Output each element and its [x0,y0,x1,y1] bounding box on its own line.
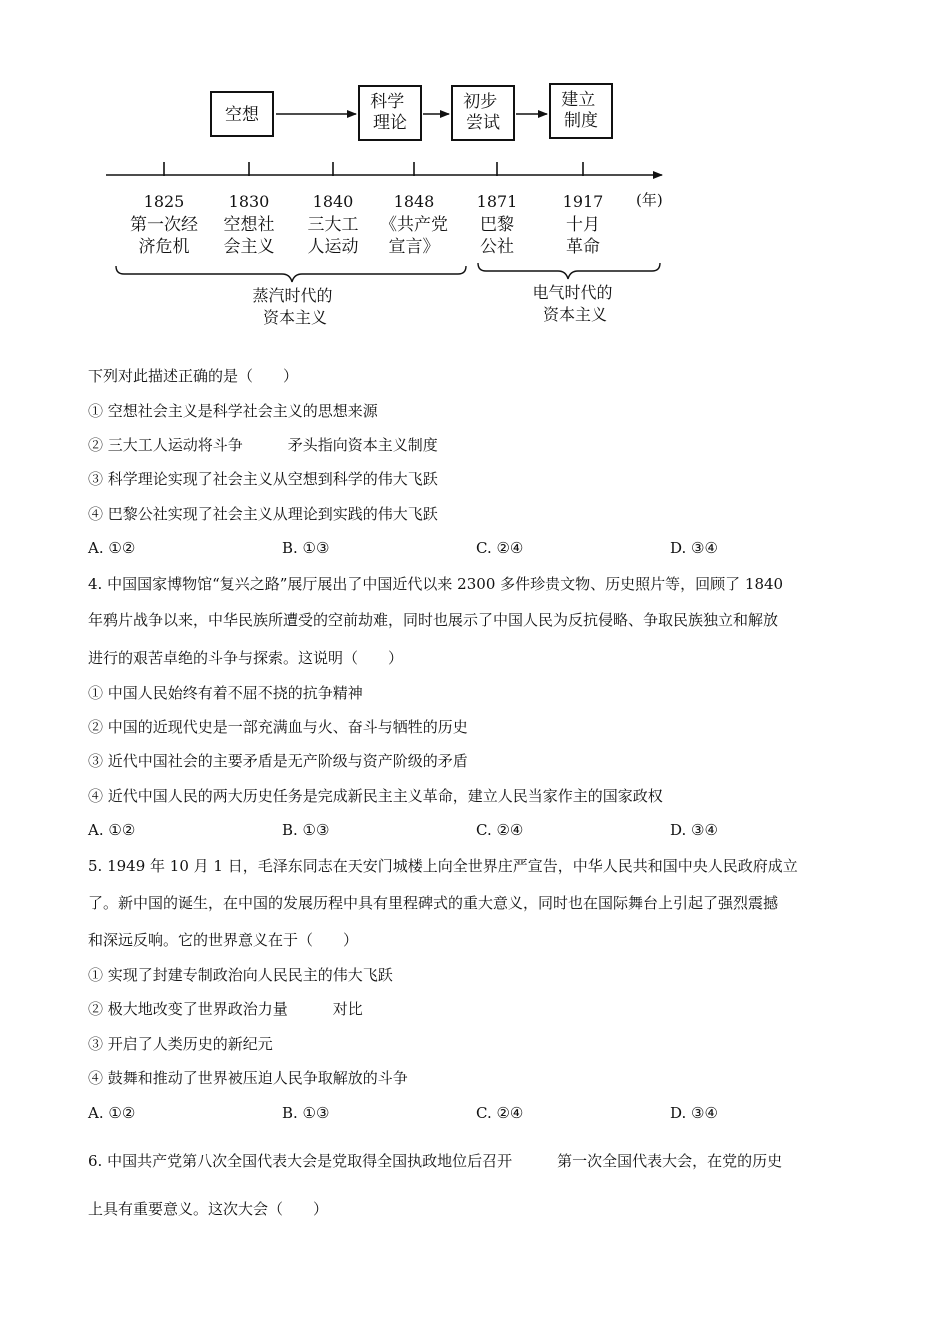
period-label-steam [252,286,337,327]
q4-item-4: ④ 近代中国人民的两大历史任务是完成新民主主义革命，建立人民当家作主的国家政权 [88,787,663,805]
timeline-event-label [308,215,359,257]
q3-item-1: ① 空想社会主义是科学社会主义的思想来源 [88,402,378,420]
event-label-line: 巴黎 [480,215,514,235]
stage-line-2: 尝试 [466,113,500,133]
q3-stem: 下列对此描述正确的是（ ） [88,367,299,385]
q4-item-2: ② 中国的近现代史是一部充满血与火、奋斗与牺牲的历史 [88,718,468,736]
q5-item-4: ④ 鼓舞和推动了世界被压迫人民争取解放的斗争 [88,1069,408,1087]
option-c[interactable]: C. ②④ [476,821,524,839]
q3-item-3: ③ 科学理论实现了社会主义从空想到科学的伟大飞跃 [88,470,438,488]
option-c[interactable]: C. ②④ [476,1104,524,1122]
stage-box-science [359,86,421,140]
q5-stem-line-1: 5. 1949 年 10 月 1 日，毛泽东同志在天安门城楼上向全世界庄严宣告，中华人民共和国中央人民政府成立 [88,857,798,875]
timeline-diagram [0,0,950,340]
event-label-line: 济危机 [138,237,190,257]
option-b[interactable]: B. ①③ [282,539,330,557]
brace-electric-age [478,263,660,279]
option-b[interactable]: B. ①③ [282,1104,330,1122]
timeline-year: 1840 [312,192,354,211]
stage-label [225,105,260,125]
q5-stem-line-3: 和深远反响。它的世界意义在于（ ） [88,931,359,949]
q4-stem-line-1: 4. 中国国家博物馆“复兴之路”展厅展出了中国近代以来 2300 多件珍贵文物、历史照片等，回顾了 1840 [88,575,784,593]
option-d[interactable]: D. ③④ [670,821,718,839]
timeline-year: 1848 [393,192,435,211]
event-label-line: 第一次经 [130,215,198,235]
option-d[interactable]: D. ③④ [670,539,718,557]
option-a[interactable]: A. ①② [88,821,136,839]
timeline-year: 1871 [476,192,518,211]
timeline-event-label [380,215,448,257]
timeline-year: 1825 [143,192,185,211]
stage-line: 空想 [225,105,259,125]
q5-item-3: ③ 开启了人类历史的新纪元 [88,1035,273,1053]
timeline-event-label [130,215,198,257]
q4-stem-line-2: 年鸦片战争以来，中华民族所遭受的空前劫难，同时也展示了中国人民为反抗侵略、争取民族独立和解放 [88,611,779,629]
period-line-2: 资本主义 [542,305,608,324]
stage-line-1: 建立 [561,90,596,110]
stage-box-system [550,84,612,138]
stage-label [463,92,502,133]
q5-item-1: ① 实现了封建专制政治向人民民主的伟大飞跃 [88,966,393,984]
period-line-1: 蒸汽时代的 [252,286,333,305]
timeline-event-label [566,215,600,257]
timeline-event-label [480,215,514,257]
event-label-line: 《共产党 [380,215,448,235]
q6-stem-line-1: 6. 中国共产党第八次全国代表大会是党取得全国执政地位后召开 第一次全国代表大会，在党的历史 [88,1152,783,1170]
timeline-ticks [130,162,603,257]
q3-item-2: ② 三大工人运动将斗争 矛头指向资本主义制度 [88,436,438,454]
event-label-line: 三大工 [307,215,359,235]
q5-item-2: ② 极大地改变了世界政治力量 对比 [88,1000,363,1018]
q4-item-1: ① 中国人民始终有着不屈不挠的抗争精神 [88,684,363,702]
q3-item-4: ④ 巴黎公社实现了社会主义从理论到实践的伟大飞跃 [88,505,438,523]
timeline-year: 1830 [228,192,270,211]
event-label-line: 人运动 [307,237,359,257]
event-label-line: 革命 [566,237,600,257]
option-a[interactable]: A. ①② [88,1104,136,1122]
q3-options [88,538,888,558]
stage-line-2: 理论 [373,113,407,133]
brace-steam-age [116,266,466,282]
event-label-line: 空想社 [223,215,275,235]
event-label-line: 宣言》 [388,237,440,257]
year-unit-label: (年) [636,191,663,209]
q5-options [88,1103,888,1123]
stage-label [561,90,600,131]
stage-box-utopia [211,92,273,136]
event-label-line: 公社 [480,237,514,257]
stage-line-1: 初步 [463,92,498,112]
period-label-electric [532,283,617,324]
stage-line-1: 科学 [370,92,405,112]
period-line-1: 电气时代的 [532,283,613,302]
q4-stem-line-3: 进行的艰苦卓绝的斗争与探索。这说明（ ） [88,649,404,667]
option-b[interactable]: B. ①③ [282,821,330,839]
stage-box-trial [452,86,514,140]
timeline-event-label [224,215,275,257]
timeline-year: 1917 [562,192,604,211]
event-label-line: 十月 [566,215,600,235]
option-c[interactable]: C. ②④ [476,539,524,557]
q6-stem-line-2: 上具有重要意义。这次大会（ ） [88,1200,329,1218]
event-label-line: 会主义 [223,237,275,257]
period-line-2: 资本主义 [262,308,328,327]
stage-line-2: 制度 [564,111,598,131]
stage-label [370,92,409,133]
q4-item-3: ③ 近代中国社会的主要矛盾是无产阶级与资产阶级的矛盾 [88,752,468,770]
option-a[interactable]: A. ①② [88,539,136,557]
option-d[interactable]: D. ③④ [670,1104,718,1122]
q4-options [88,820,888,840]
q5-stem-line-2: 了。新中国的诞生，在中国的发展历程中具有里程碑式的重大意义，同时也在国际舞台上引起了强烈震撼 [88,894,779,912]
